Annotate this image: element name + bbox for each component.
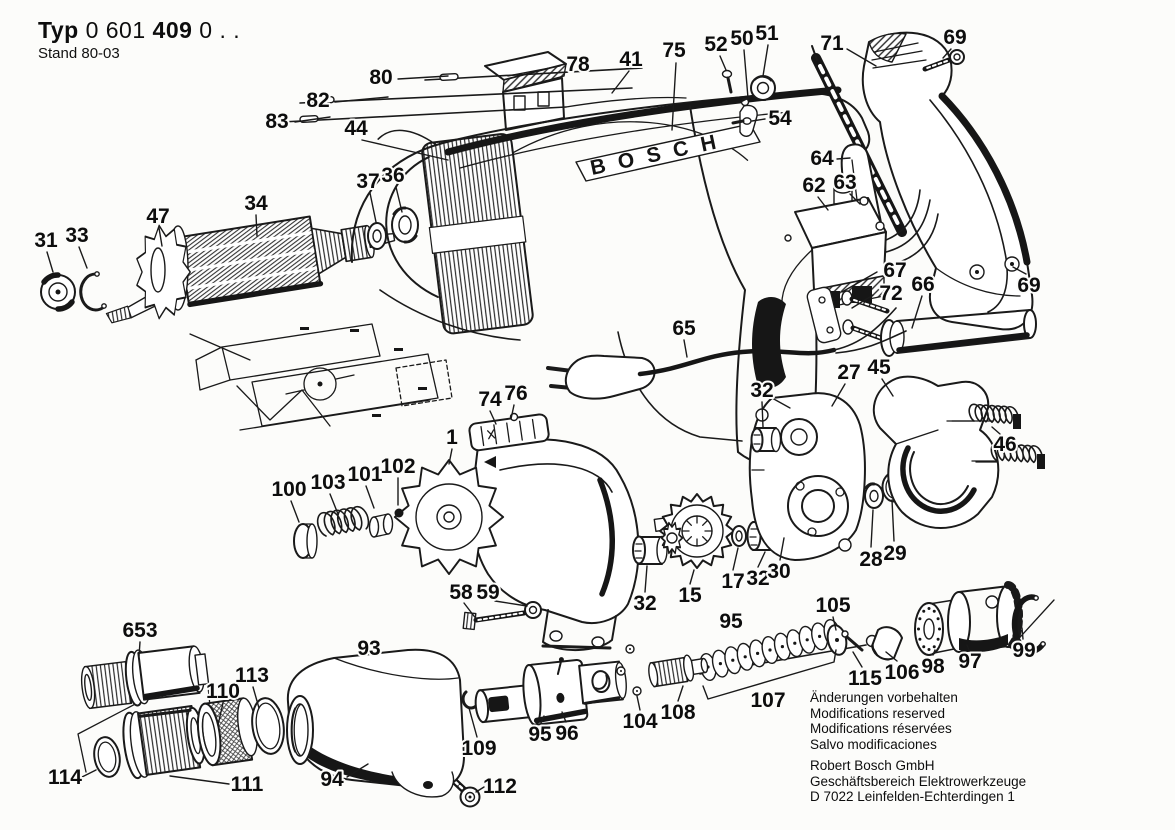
part-label-98: 98 [921, 655, 945, 678]
leader-line-15 [690, 570, 694, 584]
part-label-72: 72 [879, 282, 903, 305]
part-label-109: 109 [461, 737, 497, 760]
part-label-66: 66 [911, 273, 935, 296]
part-label-101: 101 [347, 463, 383, 486]
leader-line-653 [139, 642, 140, 656]
part-93-94-nose-cone [287, 650, 464, 797]
leader-line-29 [892, 500, 894, 541]
leader-line-100 [291, 501, 299, 522]
leader-line-115 [853, 652, 862, 667]
leader-line-104 [637, 696, 640, 710]
part-label-32c: 32 [633, 592, 657, 615]
part-label-95b: 95 [528, 723, 552, 746]
part-label-111: 111 [230, 773, 264, 796]
part-label-75: 75 [662, 39, 686, 62]
part-label-96: 96 [555, 722, 579, 745]
leader-line-32b [758, 552, 765, 567]
part-32c-bearing [633, 537, 667, 565]
type-code-1: 0 601 [85, 17, 146, 43]
notice-line: Modifications reserved [810, 705, 946, 721]
part-label-33: 33 [65, 224, 89, 247]
type-code-3: 0 . . [199, 17, 241, 43]
part-label-27: 27 [837, 361, 861, 384]
part-label-54: 54 [768, 107, 792, 130]
part-65-power-cord [548, 308, 906, 399]
part-label-1: 1 [446, 426, 458, 449]
part-label-97: 97 [958, 650, 982, 673]
part-label-74: 74 [478, 388, 502, 411]
part-108-threaded-stud [647, 652, 709, 687]
part-label-103: 103 [310, 471, 346, 494]
footer-block [810, 690, 1026, 805]
company-name: Robert Bosch GmbH [810, 758, 935, 773]
part-33-circlip [81, 272, 106, 310]
leader-line-51 [763, 45, 768, 76]
part-label-653: 653 [122, 619, 158, 642]
part-label-51: 51 [755, 22, 779, 45]
part-label-106: 106 [884, 661, 920, 684]
typ-label: Typ [38, 17, 79, 43]
part-label-114: 114 [48, 766, 82, 789]
part-label-44: 44 [344, 117, 368, 140]
part-label-47: 47 [146, 205, 170, 228]
part-label-76: 76 [504, 382, 528, 405]
part-label-31: 31 [34, 229, 58, 252]
part-label-83: 83 [265, 110, 289, 133]
part-label-69a: 69 [943, 26, 967, 49]
part-label-82: 82 [306, 89, 330, 112]
type-code-2: 409 [152, 17, 193, 43]
part-36-bearing [392, 208, 418, 242]
notice-line: Änderungen vorbehalten [810, 690, 958, 705]
part-label-104: 104 [622, 710, 658, 733]
stand-revision: Stand 80-03 [38, 44, 120, 62]
part-label-36: 36 [381, 164, 405, 187]
part-label-93: 93 [357, 637, 381, 660]
bosch-nameplate [576, 124, 760, 181]
leader-line-32a [762, 402, 763, 427]
part-label-62: 62 [802, 174, 826, 197]
part-label-100: 100 [271, 478, 307, 501]
part-100-cap [294, 524, 317, 558]
part-label-69b: 69 [1017, 274, 1041, 297]
part-label-63: 63 [833, 171, 857, 194]
part-label-108: 108 [660, 701, 696, 724]
company-division: Geschäftsbereich Elektrowerkzeuge [810, 773, 1027, 789]
part-label-95a: 95 [719, 610, 743, 633]
part-31-bearing [41, 275, 75, 309]
part-label-110: 110 [206, 680, 240, 703]
leader-line-50 [744, 50, 748, 98]
part-110-knurled-ring [194, 697, 261, 767]
part-label-64: 64 [810, 147, 834, 170]
part-27-gear-housing [750, 393, 865, 560]
leader-line-52 [720, 56, 726, 70]
part-32a-bearing [752, 428, 781, 452]
leader-line-28 [871, 510, 873, 547]
leader-line-75 [672, 63, 676, 130]
leader-line-64 [837, 158, 850, 159]
leader-line-111 [170, 776, 229, 784]
leader-line-108 [678, 686, 683, 701]
part-52-screw [723, 71, 732, 93]
part-label-59: 59 [476, 581, 500, 604]
part-label-58: 58 [449, 581, 473, 604]
part-label-99: 99 [1012, 639, 1036, 662]
part-label-65: 65 [672, 317, 696, 340]
part-37-washer [368, 223, 386, 249]
leader-line-41 [612, 71, 629, 93]
part-label-71: 71 [820, 32, 844, 55]
part-label-102: 102 [380, 455, 416, 478]
part-label-67: 67 [883, 259, 907, 282]
part-label-32b: 32 [746, 567, 770, 590]
part-label-41: 41 [619, 48, 643, 71]
notice-line: Modifications réservées [810, 721, 952, 736]
leader-line-17 [733, 548, 738, 570]
leader-line-65 [684, 340, 687, 357]
part-label-105: 105 [815, 594, 851, 617]
part-111-threaded-sleeve [120, 703, 208, 779]
part-47-fan [137, 226, 190, 319]
part-58-59-screw [463, 602, 541, 629]
part-114-ring [91, 735, 123, 779]
part-label-29: 29 [883, 542, 907, 565]
part-label-52: 52 [704, 33, 728, 56]
bosch-logo-text: BOSCH [588, 128, 731, 180]
leader-line-32c [645, 566, 647, 592]
part-label-46: 46 [993, 433, 1017, 456]
leader-line-33 [79, 247, 87, 268]
leader-line-114 [82, 770, 96, 777]
part-106-cone [867, 627, 903, 660]
leader-line-109 [469, 708, 477, 737]
company-address: D 7022 Leinfelden-Echterdingen 1 [810, 789, 1015, 804]
leader-line-99 [1022, 628, 1023, 639]
part-label-115: 115 [848, 667, 882, 690]
wiring-schematic [190, 324, 452, 430]
part-label-107: 107 [750, 689, 786, 712]
part-97-clutch-drum [948, 585, 1019, 652]
part-label-80: 80 [369, 66, 393, 89]
leader-line-34 [256, 215, 257, 236]
part-103-spring [318, 507, 369, 536]
part-102-ball [395, 509, 404, 518]
part-28-washer [865, 484, 883, 508]
part-label-37: 37 [356, 170, 380, 193]
part-17-washer [732, 526, 746, 546]
part-label-112: 112 [483, 775, 517, 798]
part-label-34: 34 [244, 192, 268, 215]
part-label-78: 78 [566, 53, 590, 76]
part-label-94: 94 [320, 768, 344, 791]
leader-line-37 [370, 193, 376, 222]
part-label-28: 28 [859, 548, 883, 571]
part-label-15: 15 [678, 584, 702, 607]
part-95b-96-spindle [472, 651, 630, 731]
part-label-32a: 32 [750, 379, 774, 402]
notice-line: Salvo modificaciones [810, 736, 937, 752]
part-653-spindle [78, 642, 210, 712]
leader-line-101 [366, 486, 374, 508]
part-label-30: 30 [767, 560, 791, 583]
part-101-brush [370, 514, 393, 537]
part-label-17: 17 [721, 570, 745, 593]
part-label-45: 45 [867, 356, 891, 379]
leader-line-31 [47, 252, 53, 272]
part-label-113: 113 [235, 664, 269, 687]
part-label-50: 50 [730, 27, 754, 50]
leader-line-66 [912, 296, 922, 328]
